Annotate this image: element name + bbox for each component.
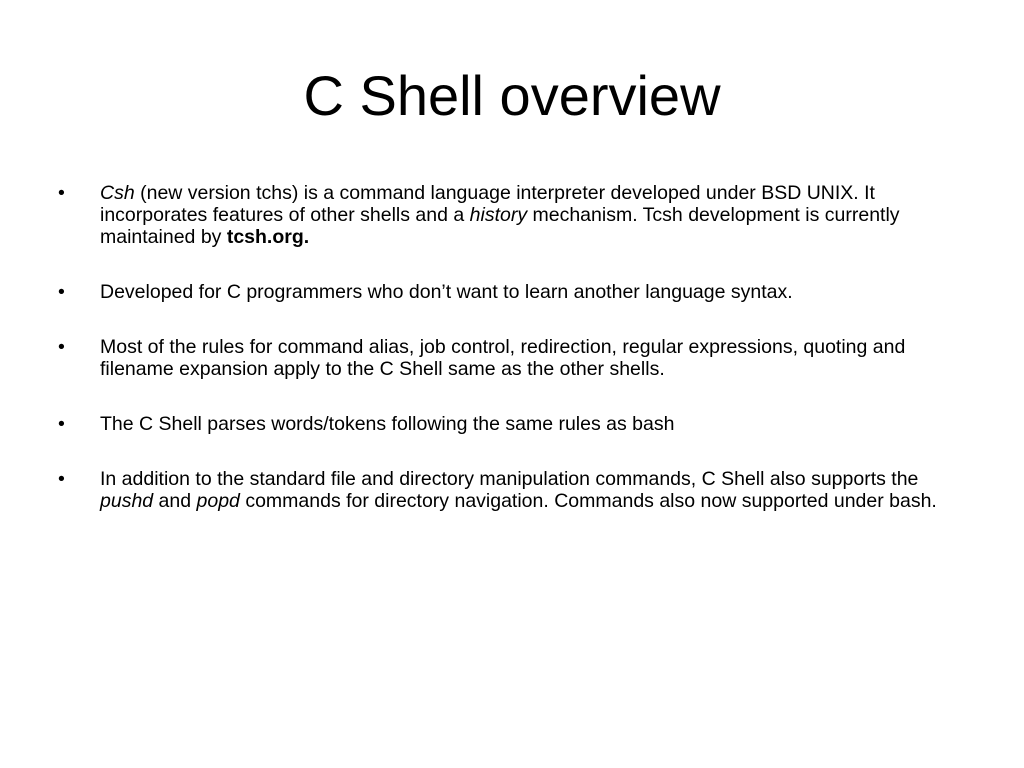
text-segment: mechanism. Tcsh development is currently maintained by bbox=[100, 204, 900, 248]
text-segment: and bbox=[153, 490, 197, 512]
text-segment: Most of the rules for command alias, job control, redirection, regular expressions, quoting and filename expansion apply to the C Shell same as the other shells. bbox=[100, 336, 906, 380]
bullet-text bbox=[100, 468, 937, 512]
text-segment: (new version tchs) is a command language interpreter developed under BSD UNIX. It incorporates features of other shells and a bbox=[100, 182, 875, 226]
term-csh: Csh bbox=[100, 182, 135, 204]
bullet-item bbox=[58, 281, 948, 303]
term-pushd: pushd bbox=[100, 490, 154, 512]
bullet-item bbox=[58, 336, 948, 380]
text-segment: Developed for C programmers who don’t want to learn another language syntax. bbox=[100, 281, 793, 303]
bullet-list bbox=[58, 182, 948, 545]
bullet-text bbox=[100, 182, 900, 248]
bullet-marker: • bbox=[58, 281, 65, 303]
text-segment: In addition to the standard file and directory manipulation commands, C Shell also supports the bbox=[100, 468, 919, 490]
slide-title: C Shell overview bbox=[303, 64, 721, 127]
bullet-text bbox=[100, 413, 674, 435]
bullet-marker: • bbox=[58, 182, 65, 204]
text-segment: The C Shell parses words/tokens following the same rules as bash bbox=[100, 413, 675, 435]
bullet-marker: • bbox=[58, 336, 65, 358]
bullet-text bbox=[100, 336, 905, 380]
bullet-text bbox=[100, 281, 793, 303]
bullet-marker: • bbox=[58, 413, 65, 435]
term-tcsh-org: tcsh.org. bbox=[226, 226, 310, 248]
text-segment: commands for directory navigation. Commands also now supported under bash. bbox=[239, 490, 937, 512]
term-popd: popd bbox=[196, 490, 240, 512]
bullet-item bbox=[58, 182, 948, 248]
bullet-item bbox=[58, 468, 948, 512]
bullet-marker: • bbox=[58, 468, 65, 490]
bullet-item bbox=[58, 413, 948, 435]
term-history: history bbox=[469, 204, 528, 226]
